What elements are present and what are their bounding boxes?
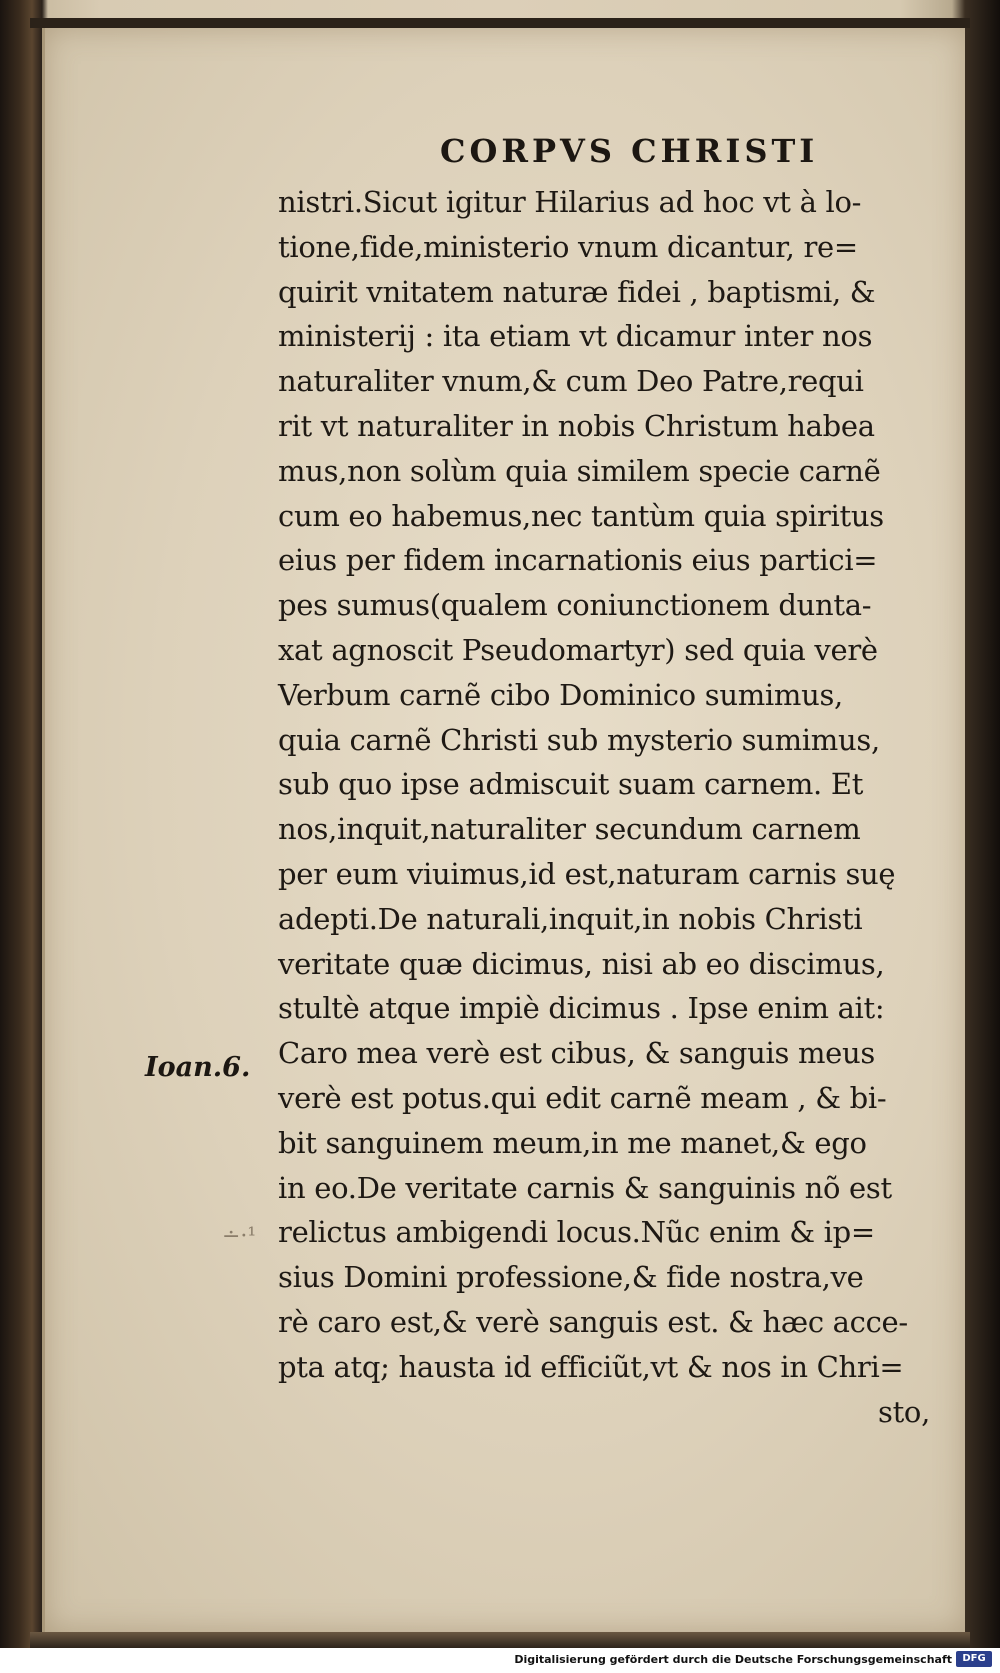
- text-line: mus,non solùm quia similem specie carnẽ: [278, 453, 881, 488]
- page-bottom-edge: [30, 1632, 970, 1648]
- text-line: bit sanguinem meum,in me manet,& ego: [278, 1125, 867, 1160]
- text-line: quirit vnitatem naturæ fidei , baptismi, &: [278, 274, 876, 309]
- text-line: veritate quæ dicimus, nisi ab eo discimus,: [278, 946, 885, 981]
- text-line: rit vt naturaliter in nobis Christum habea: [278, 408, 875, 443]
- text-line: verè est potus.qui edit carnẽ meam , & bi-: [278, 1080, 887, 1115]
- text-line: pta atq; hausta id efficiũt,vt & nos in Chri=: [278, 1349, 904, 1384]
- text-line: in eo.De veritate carnis & sanguinis nõ est: [278, 1170, 892, 1205]
- text-line: pes sumus(qualem coniunctionem dunta-: [278, 588, 872, 623]
- dfg-logo: DFG: [956, 1651, 992, 1667]
- text-line: nos,inquit,naturaliter secundum carnem: [278, 812, 861, 847]
- text-line: sius Domini professione,& fide nostra,ve: [278, 1260, 864, 1295]
- text-line: tione,fide,ministerio vnum dicantur, re=: [278, 229, 858, 264]
- text-line: cum eo habemus,nec tantùm quia spiritus: [278, 498, 884, 533]
- text-line: sto,: [877, 1394, 930, 1429]
- text-line: per eum viuimus,id est,naturam carnis suę: [278, 856, 896, 891]
- page-top-edge: [30, 18, 970, 28]
- text-line: xat agnoscit Pseudomartyr) sed quia verè: [278, 632, 878, 667]
- digitization-credit: Digitalisierung gefördert durch die Deutsche Forschungsgemeinschaft: [514, 1653, 952, 1666]
- text-line: Verbum carnẽ cibo Dominico sumimus,: [278, 677, 843, 712]
- text-line: sub quo ipse admiscuit suam carnem. Et: [278, 767, 864, 802]
- text-line: quia carnẽ Christi sub mysterio sumimus,: [278, 722, 880, 757]
- text-line: rè caro est,& verè sanguis est. & hæc acce-: [278, 1304, 908, 1339]
- text-line: eius per fidem incarnationis eius partici=: [278, 543, 878, 578]
- marginal-note: Ioan.6.: [145, 1052, 251, 1083]
- text-line: Caro mea verè est cibus, & sanguis meus: [278, 1036, 875, 1071]
- text-line: naturaliter vnum,& cum Deo Patre,requi: [278, 364, 864, 399]
- body-text: [278, 180, 958, 1434]
- ink-mark: ∸·¹: [222, 1224, 257, 1249]
- text-line: relictus ambigendi locus.Nũc enim & ip=: [278, 1215, 875, 1250]
- text-line: stultè atque impiè dicimus . Ipse enim ait:: [278, 991, 885, 1026]
- text-line: adepti.De naturali,inquit,in nobis Christi: [278, 901, 863, 936]
- running-head: CORPVS CHRISTI: [440, 132, 819, 170]
- text-line: nistri.Sicut igitur Hilarius ad hoc vt à lo-: [278, 185, 862, 219]
- text-line: ministerij : ita etiam vt dicamur inter nos: [278, 319, 873, 354]
